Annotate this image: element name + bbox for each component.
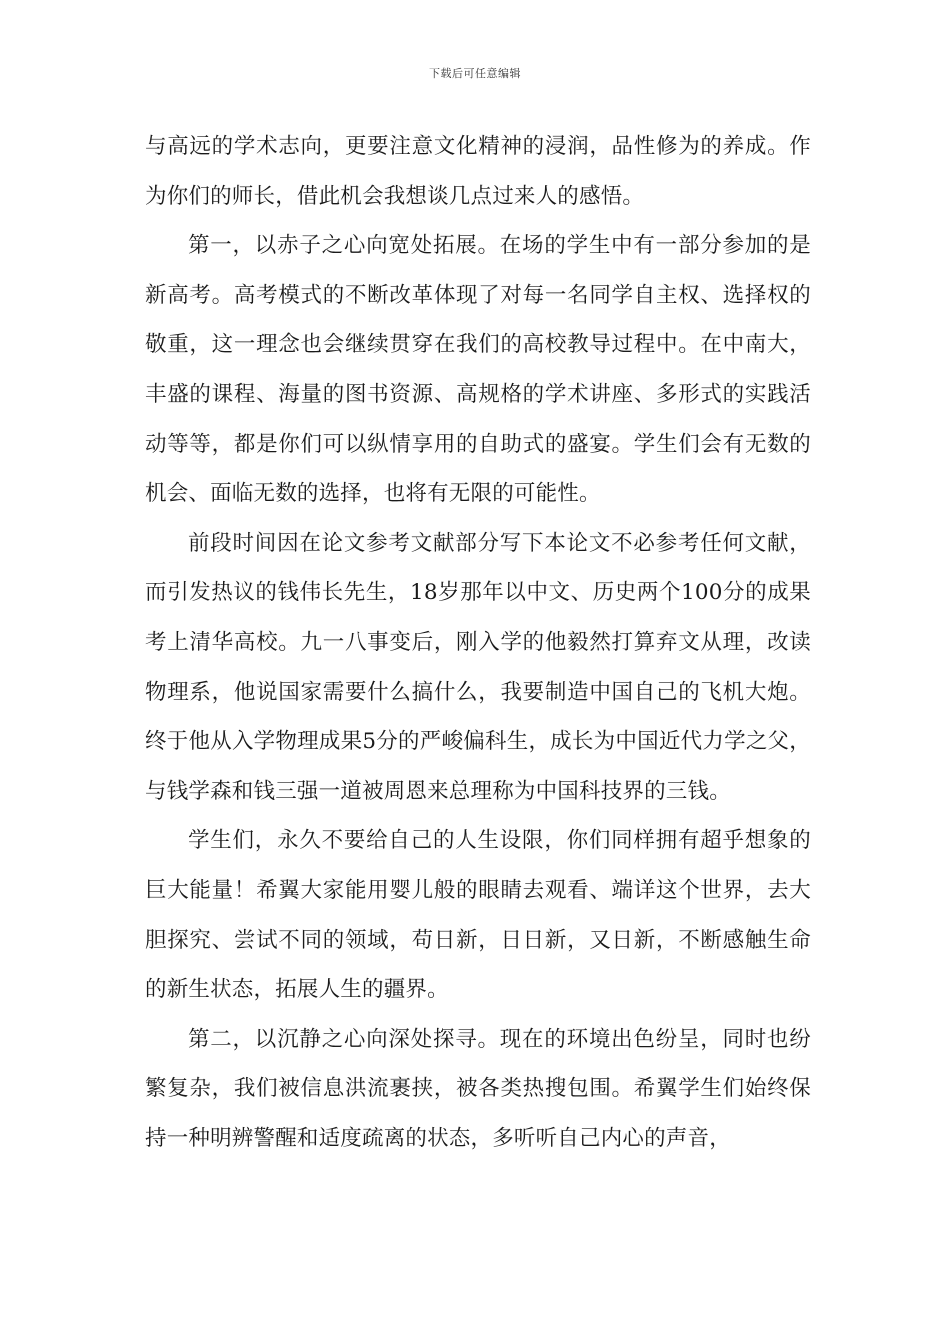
page-header: 下载后可任意编辑 bbox=[429, 67, 521, 80]
document-body bbox=[145, 122, 811, 1163]
paragraph: 第二，以沉静之心向深处探寻。现在的环境出色纷呈，同时也纷繁复杂，我们被信息洪流裹挟，被各类热搜包围。希翼学生们始终保持一种明辨警醒和适度疏离的状态，多听听自己内心的声音， bbox=[145, 1026, 811, 1151]
paragraph: 与高远的学术志向，更要注意文化精神的浸润，品性修为的养成。作为你们的师长，借此机会我想谈几点过来人的感悟。 bbox=[145, 134, 811, 209]
paragraph: 学生们，永久不要给自己的人生设限，你们同样拥有超乎想象的巨大能量！希翼大家能用婴儿般的眼睛去观看、端详这个世界，去大胆探究、尝试不同的领域，苟日新，日日新，又日新，不断感触生命的新生状态，拓展人生的疆界。 bbox=[145, 828, 811, 1003]
paragraph: 前段时间因在论文参考文献部分写下本论文不必参考任何文献，而引发热议的钱伟长先生，18岁那年以中文、历史两个100分的成果考上清华高校。九一八事变后，刚入学的他毅然打算弃文从理，改读物理系，他说国家需要什么搞什么，我要制造中国自己的飞机大炮。终于他从入学物理成果5分的严峻偏科生，成长为中国近代力学之父，与钱学森和钱三强一道被周恩来总理称为中国科技界的三钱。 bbox=[145, 530, 811, 804]
paragraph: 第一，以赤子之心向宽处拓展。在场的学生中有一部分参加的是新高考。高考模式的不断改革体现了对每一名同学自主权、选择权的敬重，这一理念也会继续贯穿在我们的高校教导过程中。在中南大，丰盛的课程、海量的图书资源、高规格的学术讲座、多形式的实践活动等等，都是你们可以纵情享用的自助式的盛宴。学生们会有无数的机会、面临无数的选择，也将有无限的可能性。 bbox=[145, 233, 811, 507]
